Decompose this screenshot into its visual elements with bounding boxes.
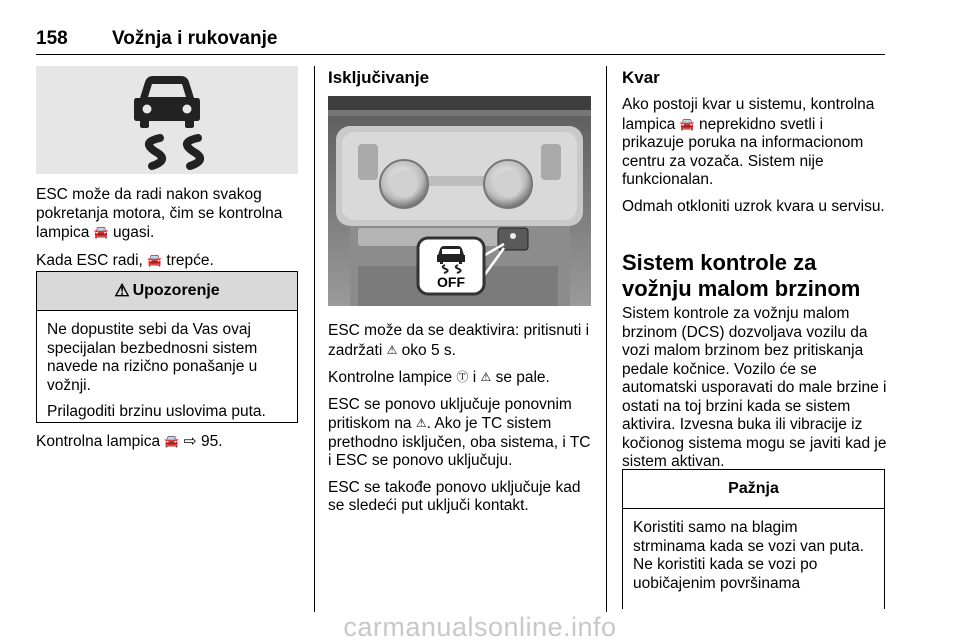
page-title: Vožnja i rukovanje: [112, 28, 278, 49]
page-reference-icon: ⇨: [183, 433, 197, 450]
paragraph: ESC se takođe ponovo uključuje kad se sledeći put uključi kontakt.: [328, 478, 581, 514]
warning-box: [36, 271, 298, 423]
tc-off-icon: Ⓣ: [456, 370, 469, 384]
paragraph: Kontrolne lampice Ⓣ i ⚠ se pale.: [328, 369, 550, 386]
notice-text: Koristiti samo na blagim strminama kada se vozi van puta. Ne koristiti kada se vozi po uobičajenim površinama: [633, 519, 864, 592]
paragraph: Ako postoji kvar u sistemu, kontrolna lampica 🚘 neprekidno svetli i prikazuje poruka na informacionom centru za vozača. Sistem nije funkcionalan.: [622, 96, 875, 188]
warning-box-body: [37, 311, 297, 422]
column-2-text: [328, 322, 596, 524]
lamp-reference: Kontrolna lampica 🚘 ⇨ 95.: [36, 433, 223, 450]
header-rule: [36, 54, 885, 55]
center-console-photo: [328, 96, 591, 306]
warning-text: Ne dopustite sebi da Vas ovaj specijalan bezbednosni sistem navede na rizično ponašanje u vožnji.: [47, 321, 258, 394]
esc-lamp-icon: 🚘: [679, 116, 695, 131]
paragraph: ESC može da se deaktivira: pritisnuti i zadržati ⚠ oko 5 s.: [328, 322, 590, 359]
section-heading-large: Sistem kontrole za vožnju malom brzinom: [622, 250, 861, 301]
esc-warning-lamp-image: [36, 66, 298, 174]
esc-lamp-icon: 🚘: [164, 434, 180, 448]
notice-box: [622, 469, 885, 609]
section-heading: Kvar: [622, 68, 660, 87]
warning-title: Upozorenje: [132, 282, 220, 299]
column-1-text: [36, 186, 302, 278]
column-divider-1: [314, 66, 315, 612]
page-number: 158: [36, 28, 68, 49]
warning-triangle-icon: ⚠: [114, 281, 130, 300]
esc-off-icon: ⚠: [480, 370, 492, 384]
column-3-text: [622, 96, 888, 224]
page-reference[interactable]: 95.: [200, 433, 223, 450]
paragraph: Odmah otkloniti uzrok kvara u servisu.: [622, 197, 885, 215]
paragraph: ESC može da radi nakon svakog pokretanja motora, čim se kontrolna lampica 🚘 ugasi.: [36, 186, 283, 241]
skidding-car-icon: [36, 66, 298, 174]
paragraph: Sistem kontrole za vožnju malom brzinom (DCS) dozvoljava vozilu da vozi malom brzinom bez pritiskanja pedale kočnice. Vozilo će se automatski usporavati do male brzine i ostati na toj brzini kada se sistem aktivira. Izvesna buka ili vibracije iz kočionog sistema mogu se javiti kad je sistem aktivan.: [622, 305, 887, 470]
notice-title: Pažnja: [728, 480, 779, 497]
esc-off-button-icon: ⚠: [386, 342, 398, 357]
off-button-label: OFF: [437, 274, 465, 290]
dcs-description: [622, 305, 890, 480]
notice-box-body: [623, 509, 884, 593]
esc-off-button-icon: ⚠: [415, 416, 427, 430]
esc-lamp-icon: 🚘: [147, 252, 163, 267]
paragraph: ESC se ponovo uključuje ponovnim pritiskom na ⚠. Ako je TC sistem prethodno isključen, oba sistema, i TC i ESC se ponovo uključuju.: [328, 395, 591, 469]
esc-lamp-icon: 🚘: [93, 225, 109, 239]
notice-box-header: [623, 470, 884, 509]
section-heading: Isključivanje: [328, 68, 430, 87]
warning-box-header: [37, 272, 297, 311]
warning-text: Prilagoditi brzinu uslovima puta.: [47, 403, 266, 420]
column-divider-2: [606, 66, 607, 612]
paragraph: Kada ESC radi, 🚘 trepće.: [36, 251, 214, 269]
watermark: carmanualsonline.info: [343, 612, 617, 642]
